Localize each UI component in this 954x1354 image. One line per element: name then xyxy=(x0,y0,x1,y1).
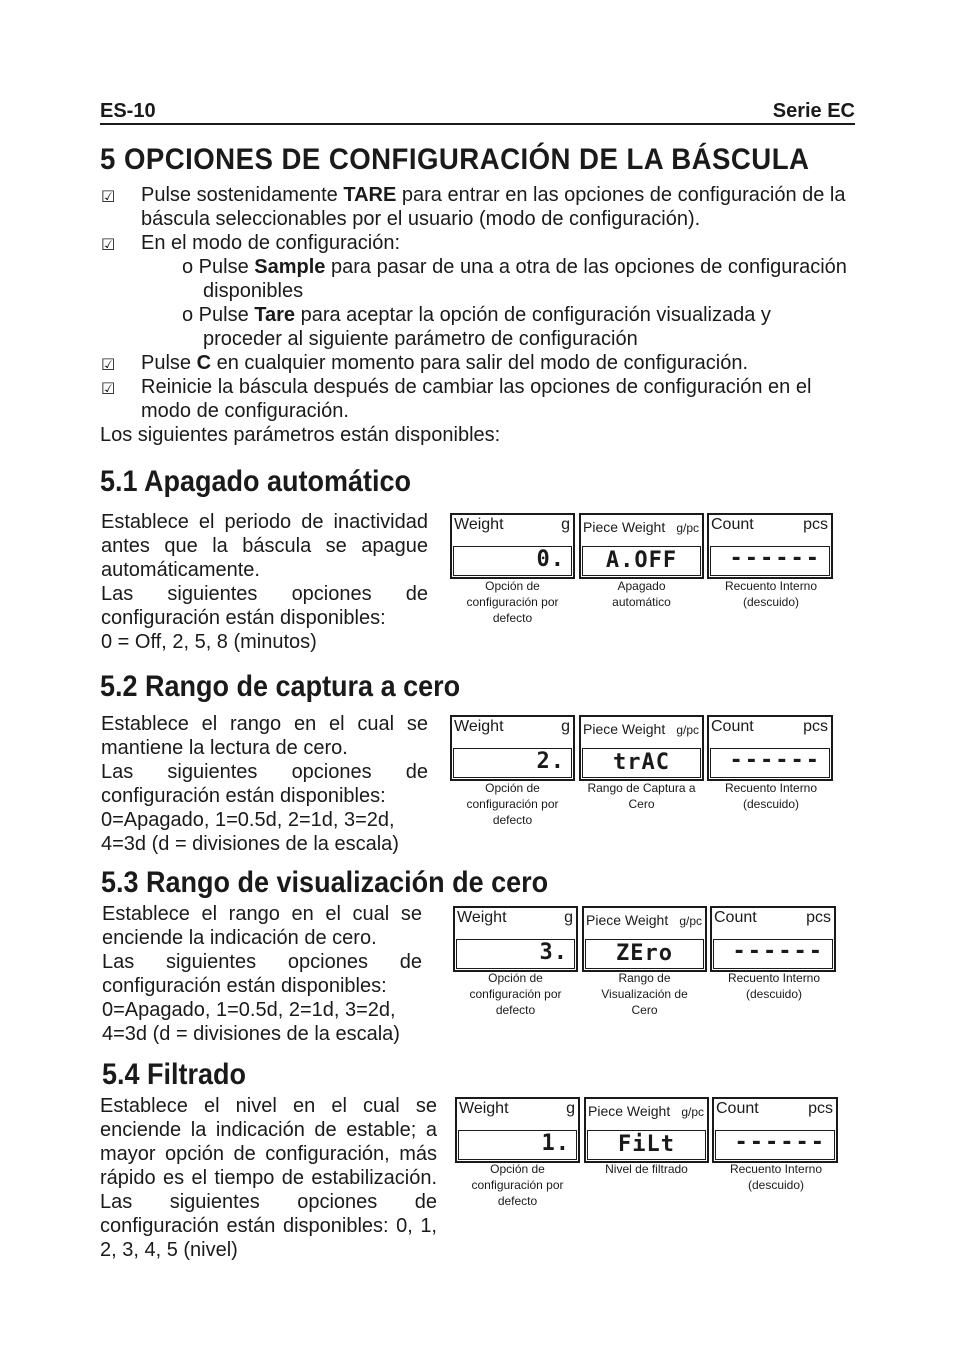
sub-bullet-sample-cont: disponibles xyxy=(203,280,304,302)
bullet-restart-cont: modo de configuración. xyxy=(141,400,349,422)
piece-weight-caption: Rango de Visualización de Cero xyxy=(601,971,688,1017)
checkbox-icon: ☑ xyxy=(101,355,116,374)
piece-weight-display: Piece Weight g/pc A.OFF xyxy=(579,513,704,579)
bullet-config-mode: En el modo de configuración: xyxy=(141,232,401,254)
piece-weight-caption: Apagado automático xyxy=(612,579,671,609)
weight-display: Weight g 3. xyxy=(453,906,578,972)
section-heading-zero-capture: 5.2 Rango de captura a cero xyxy=(100,670,461,703)
count-display: Count pcs ------ xyxy=(710,906,836,972)
piece-weight-caption: Rango de Captura a Cero xyxy=(587,781,696,811)
sub-bullet-tare-cont: proceder al siguiente parámetro de configuración xyxy=(203,328,638,350)
piece-weight-display: Piece Weight g/pc trAC xyxy=(579,715,704,781)
checkbox-icon: ☑ xyxy=(101,379,116,398)
count-display: Count pcs ------ xyxy=(707,715,833,781)
sub-bullet-tare: o Pulse Tare para aceptar la opción de configuración visualizada y xyxy=(182,304,771,326)
piece-weight-caption: Nivel de filtrado xyxy=(605,1162,688,1176)
count-caption: Recuento Interno (descuido) xyxy=(724,781,818,811)
bullet-exit: Pulse C en cualquier momento para salir del modo de configuración. xyxy=(141,352,749,374)
page-number: ES-10 xyxy=(100,100,156,122)
weight-caption: Opción de configuración por defecto xyxy=(466,579,559,625)
section-text-auto-off: Establece el periodo de inactividad antes que la báscula se apague automáticamente. Las siguientes opciones de configuración están disponibles: 0 = Off, 2, 5, 8 (minutos) xyxy=(101,511,428,653)
series-name: Serie EC xyxy=(772,100,855,122)
bullet-tare-cont: báscula seleccionables por el usuario (modo de configuración). xyxy=(141,208,701,230)
weight-display: Weight g 0. xyxy=(450,513,575,579)
piece-weight-display: Piece Weight g/pc ZEro xyxy=(582,906,707,972)
weight-caption: Opción de configuración por defecto xyxy=(471,1162,564,1208)
section-heading-filter: 5.4 Filtrado xyxy=(102,1058,247,1091)
section-text-zero-capture: Establece el rango en el cual se mantiene la lectura de cero. Las siguientes opciones de configuración están disponibles: 0=Apagado, 1=0.5d, 2=1d, 3=2d, 4=3d (d = divisiones de la escala) xyxy=(101,713,428,855)
checkbox-icon: ☑ xyxy=(101,187,116,206)
weight-caption: Opción de configuración por defecto xyxy=(469,971,562,1017)
weight-caption: Opción de configuración por defecto xyxy=(466,781,559,827)
section-text-zero-display: Establece el rango en el cual se enciende la indicación de cero. Las siguientes opciones de configuración están disponibles: 0=Apagado, 1=0.5d, 2=1d, 3=2d, 4=3d (d = divisiones de la escala) xyxy=(102,903,422,1045)
checkbox-icon: ☑ xyxy=(101,235,116,254)
count-caption: Recuento Interno (descuido) xyxy=(727,971,821,1001)
section-text-filter: Establece el nivel en el cual se enciende la indicación de estable; a mayor opción de configuración, más rápido es el tiempo de estabilización. Las siguientes opciones de configuración están disponibles: 0, 1, 2, 3, 4, 5 (nivel) xyxy=(100,1095,437,1261)
section-heading-zero-display: 5.3 Rango de visualización de cero xyxy=(101,866,549,899)
header-rule xyxy=(100,123,855,125)
bullet-tare: Pulse sostenidamente TARE para entrar en las opciones de configuración de la xyxy=(141,184,846,206)
weight-display: Weight g 1. xyxy=(455,1097,580,1163)
count-display: Count pcs ------ xyxy=(712,1097,838,1163)
count-caption: Recuento Interno (descuido) xyxy=(729,1162,823,1192)
section-heading-auto-off: 5.1 Apagado automático xyxy=(100,465,412,498)
page-title: 5 OPCIONES DE CONFIGURACIÓN DE LA BÁSCULA xyxy=(100,143,810,176)
count-display: Count pcs ------ xyxy=(707,513,833,579)
sub-bullet-sample: o Pulse Sample para pasar de una a otra de las opciones de configuración xyxy=(182,256,847,278)
params-intro: Los siguientes parámetros están disponibles: xyxy=(100,424,501,446)
piece-weight-display: Piece Weight g/pc FiLt xyxy=(584,1097,709,1163)
bullet-restart: Reinicie la báscula después de cambiar las opciones de configuración en el xyxy=(141,376,812,398)
weight-display: Weight g 2. xyxy=(450,715,575,781)
count-caption: Recuento Interno (descuido) xyxy=(724,579,818,609)
